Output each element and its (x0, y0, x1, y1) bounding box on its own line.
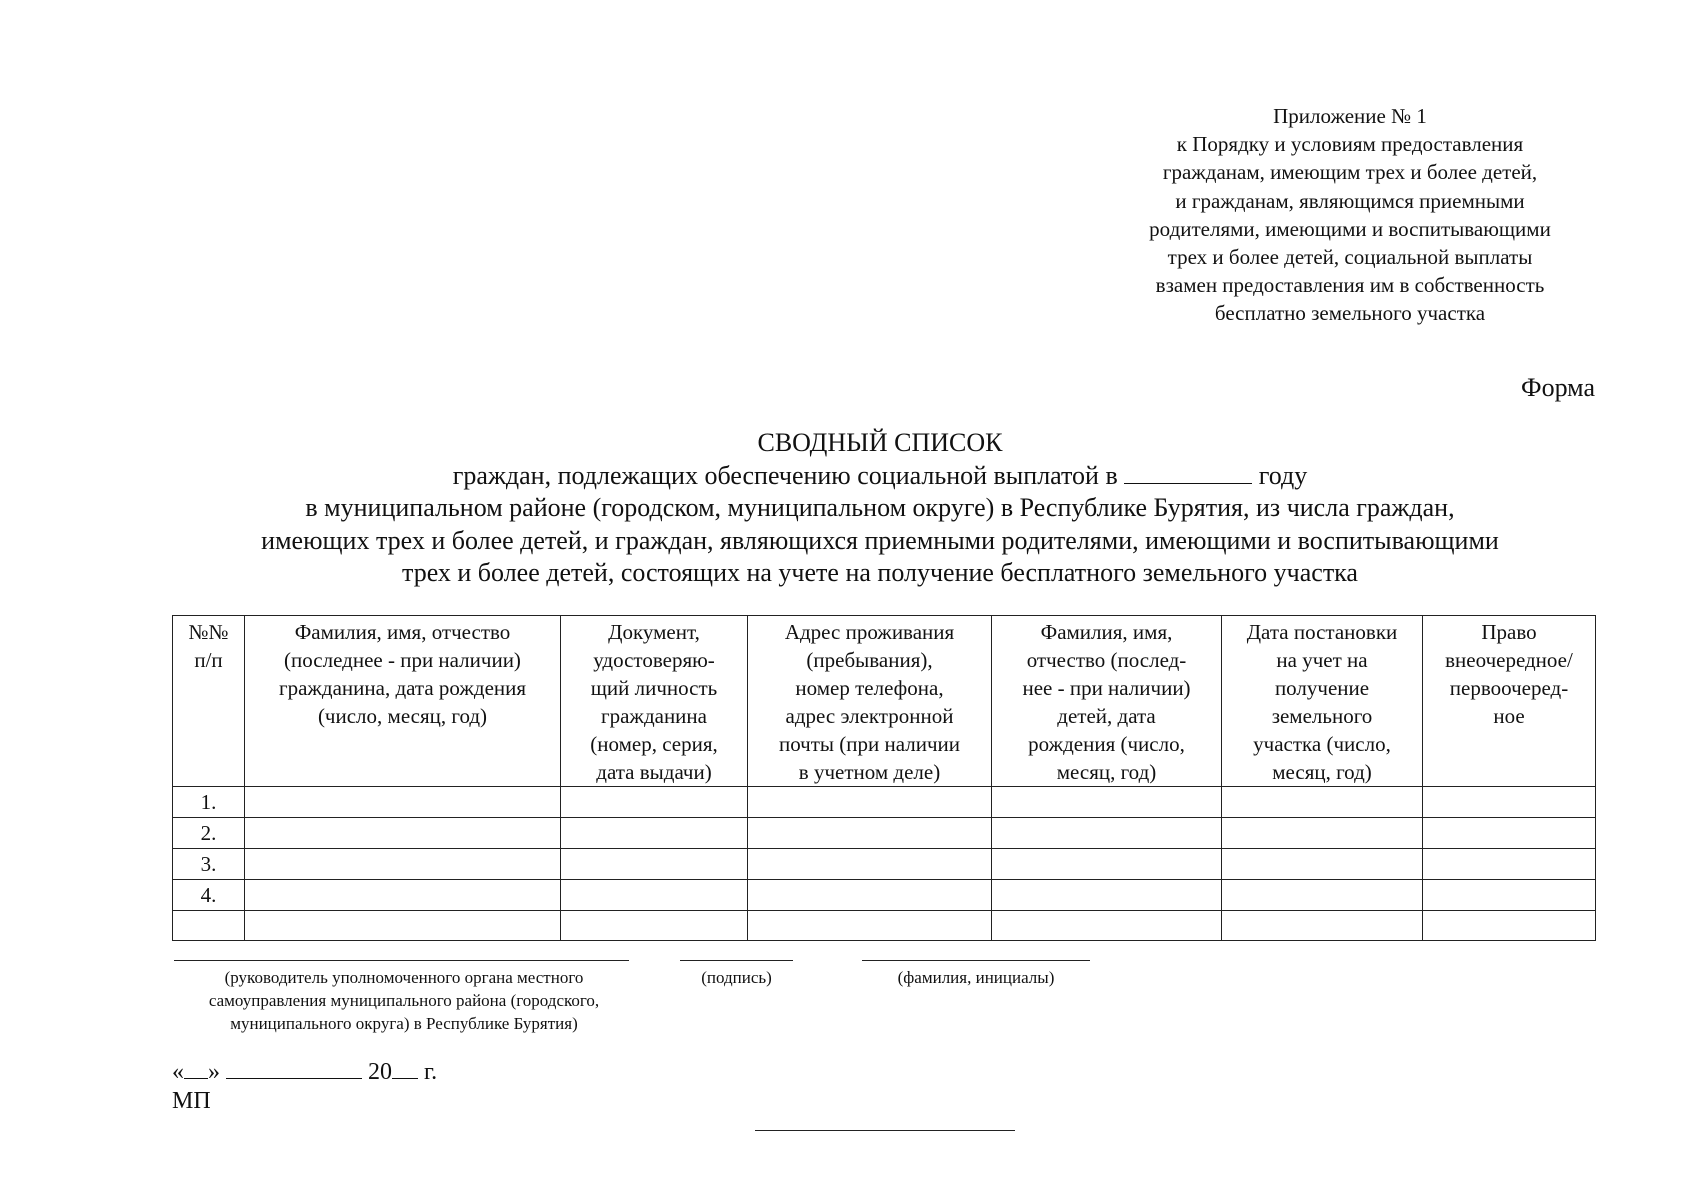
title-line2-before: граждан, подлежащих обеспечению социальной выплатой в (452, 460, 1118, 490)
table-cell[interactable] (245, 880, 561, 911)
header-children: Фамилия, имя, отчество (послед- нее - при наличии) детей, дата рождения (число, месяц, год) (992, 616, 1222, 787)
row-number: 1. (173, 787, 245, 818)
table-cell[interactable] (1222, 818, 1423, 849)
header-priority-right: Право внеочередное/ первоочеред- ное (1423, 616, 1596, 787)
title-line2-after: году (1258, 460, 1308, 490)
table-cell[interactable] (1423, 911, 1596, 941)
table-cell[interactable] (1222, 911, 1423, 941)
day-blank-field[interactable] (184, 1058, 208, 1079)
appendix-line: и гражданам, являющимся приемными (1175, 188, 1525, 213)
table-cell[interactable] (1423, 818, 1596, 849)
header-registration-date: Дата постановки на учет на получение земельного участка (число, месяц, год) (1222, 616, 1423, 787)
table-cell[interactable] (561, 880, 748, 911)
table-cell[interactable] (992, 911, 1222, 941)
title-line: в муниципальном районе (городском, муниципальном округе) в Республике Бурятия, из числа граждан, (305, 493, 1455, 522)
table-cell[interactable] (561, 818, 748, 849)
appendix-line: родителями, имеющими и воспитывающими (1149, 216, 1551, 241)
official-signature-line[interactable] (174, 960, 629, 961)
title-line: трех и более детей, состоящих на учете на получение бесплатного земельного участка (402, 558, 1358, 587)
date-line: « » 20 г. (172, 1059, 438, 1085)
appendix-header (1110, 102, 1590, 328)
bottom-signature-line[interactable] (755, 1130, 1015, 1131)
row-number: 3. (173, 849, 245, 880)
document-title (0, 427, 1698, 590)
table-cell[interactable] (561, 787, 748, 818)
table-cell[interactable] (992, 787, 1222, 818)
appendix-line: Приложение № 1 (1273, 104, 1427, 128)
table-cell[interactable] (748, 880, 992, 911)
header-number: №№ п/п (173, 616, 245, 787)
header-id-document: Документ, удостоверяю- щий личность гражданина (номер, серия, дата выдачи) (561, 616, 748, 787)
table-cell[interactable] (1423, 849, 1596, 880)
signature-caption: (подпись) (701, 968, 772, 987)
name-initials-line[interactable] (862, 960, 1090, 961)
table-cell[interactable] (992, 818, 1222, 849)
table-cell[interactable] (245, 787, 561, 818)
title-line-year (0, 460, 1698, 493)
table-cell[interactable] (245, 911, 561, 941)
table-row (173, 911, 1596, 941)
row-number (173, 911, 245, 941)
appendix-line: взамен предоставления им в собственность (1155, 273, 1545, 298)
table-header-row (173, 616, 1596, 787)
table-cell[interactable] (992, 880, 1222, 911)
table-row (173, 818, 1596, 849)
table-cell[interactable] (561, 849, 748, 880)
table-row (173, 787, 1596, 818)
header-address: Адрес проживания (пребывания), номер телефона, адрес электронной почты (при наличии в учетном деле) (748, 616, 992, 787)
form-label: Форма (1521, 373, 1595, 402)
year-suffix-blank-field[interactable] (392, 1058, 418, 1079)
stamp-label: МП (172, 1088, 211, 1114)
table-cell[interactable] (1423, 787, 1596, 818)
table-cell[interactable] (245, 818, 561, 849)
table-cell[interactable] (748, 849, 992, 880)
official-caption: (руководитель уполномоченного органа местного самоуправления муниципального района (городского, муниципального округа) в Республике Бурятия) (208, 968, 600, 1033)
row-number: 2. (173, 818, 245, 849)
appendix-line: трех и более детей, социальной выплаты (1167, 245, 1533, 270)
table-cell[interactable] (245, 849, 561, 880)
row-number: 4. (173, 880, 245, 911)
citizens-table (172, 615, 1596, 941)
table-row (173, 849, 1596, 880)
table-cell[interactable] (561, 911, 748, 941)
header-full-name: Фамилия, имя, отчество (последнее - при наличии) гражданина, дата рождения (число, месяц, год) (245, 616, 561, 787)
table-cell[interactable] (992, 849, 1222, 880)
appendix-line: бесплатно земельного участка (1214, 301, 1486, 326)
year-blank-field[interactable] (1124, 463, 1252, 484)
title-line: имеющих трех и более детей, и граждан, являющихся приемными родителями, имеющими и воспитывающими (261, 525, 1499, 555)
table-cell[interactable] (1222, 849, 1423, 880)
title-heading: СВОДНЫЙ СПИСОК (757, 428, 1003, 457)
signature-line[interactable] (680, 960, 793, 961)
month-blank-field[interactable] (226, 1058, 362, 1079)
appendix-line: гражданам, имеющим трех и более детей, (1162, 160, 1538, 185)
table-cell[interactable] (1222, 880, 1423, 911)
table-cell[interactable] (1423, 880, 1596, 911)
table-cell[interactable] (748, 818, 992, 849)
table-row (173, 880, 1596, 911)
appendix-line: к Порядку и условиям предоставления (1176, 132, 1524, 157)
table-cell[interactable] (748, 911, 992, 941)
table-cell[interactable] (748, 787, 992, 818)
name-caption: (фамилия, инициалы) (897, 968, 1055, 987)
table-cell[interactable] (1222, 787, 1423, 818)
